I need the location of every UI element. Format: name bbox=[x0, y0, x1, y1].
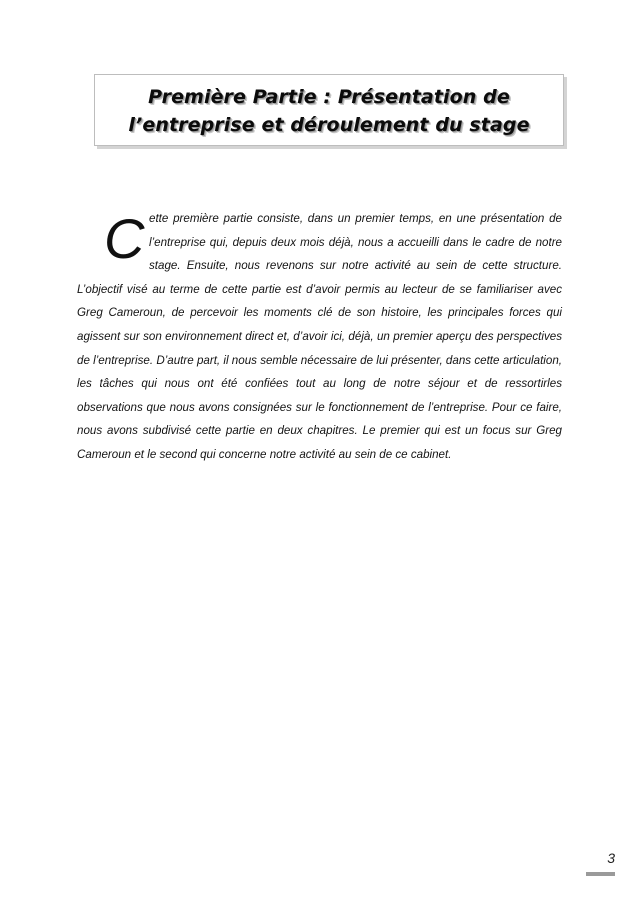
body-content bbox=[77, 207, 562, 467]
intro-paragraph-text: ette première partie consiste, dans un premier temps, en une présentation de l’entreprise qui, depuis deux mois déjà, nous a accueilli dans le cadre de notre stage. Ensuite, nous revenons sur notre activité au sein de cette structure. L’objectif visé au terme de cette partie est d’avoir permis au lecteur de se familiariser avec Greg Cameroun, de percevoir les moments clé de son histoire, les principales forces qui agissent sur son environnement direct et, d’avoir ici, déjà, un premier aperçu des perspectives de l’entreprise. D’autre part, il nous semble nécessaire de lui présenter, dans cette articulation, les tâches qui nous ont été confiées tout au long de notre séjour et de ressortirles observations que nous avons consignées sur le fonctionnement de l’entreprise. Pour ce faire, nous avons subdivisé cette partie en deux chapitres. Le premier qui est un focus sur Greg Cameroun et le second qui concerne notre activité au sein de ce cabinet. bbox=[77, 212, 562, 461]
section-title-box bbox=[94, 74, 564, 146]
section-title-line-2: l’entreprise et déroulement du stage bbox=[128, 114, 530, 136]
page-number: 3 bbox=[607, 850, 615, 866]
section-title-line-1: Première Partie : Présentation de bbox=[148, 86, 510, 108]
page-number-rule bbox=[586, 872, 615, 876]
intro-paragraph bbox=[77, 207, 562, 467]
drop-cap: C bbox=[104, 207, 145, 270]
